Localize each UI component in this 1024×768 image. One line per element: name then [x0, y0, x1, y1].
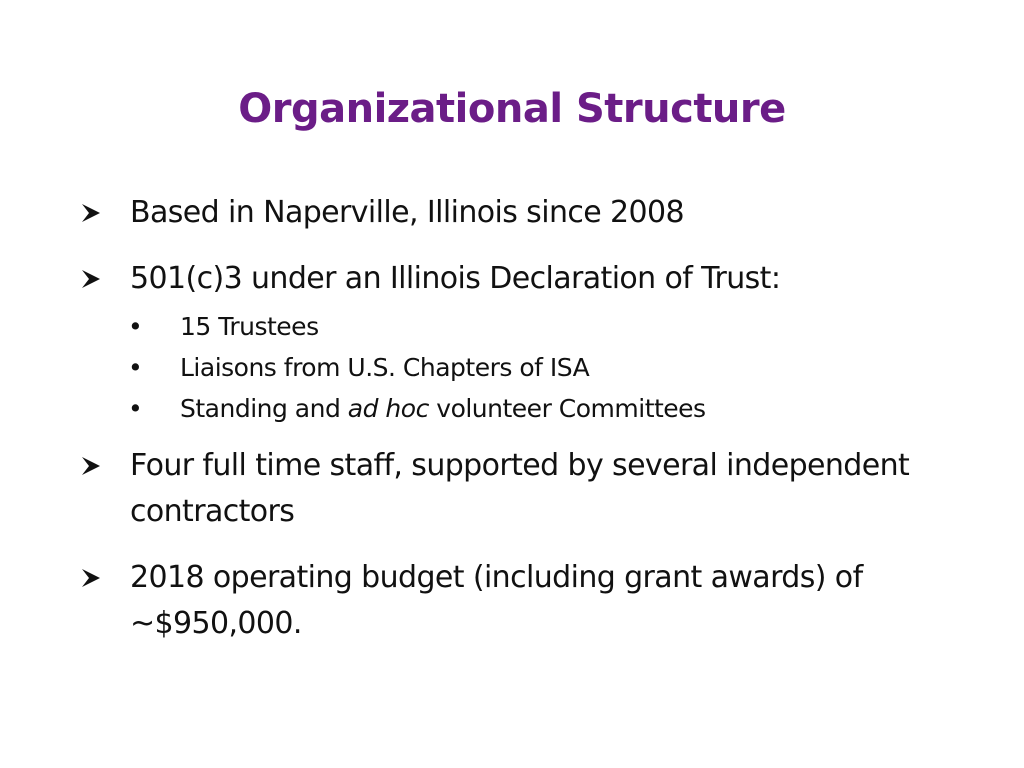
arrowhead-icon — [80, 555, 130, 601]
bullet-item-text: Based in Naperville, Illinois since 2008 — [130, 195, 684, 230]
bullet-item-text: 2018 operating budget (including grant awards) of ~$950,000. — [130, 560, 863, 641]
arrowhead-icon — [80, 443, 130, 489]
arrowhead-icon — [80, 190, 130, 236]
sub-bullet-item — [128, 347, 980, 388]
bullet-item-text: 501(c)3 under an Illinois Declaration of Trust: — [130, 261, 781, 296]
bullet-dot: • — [128, 353, 143, 382]
sub-bullet-item — [128, 388, 980, 429]
bullet-dot: • — [128, 394, 143, 423]
bullet-dot: • — [128, 312, 143, 341]
bullet-item-text: Four full time staff, supported by several independent contractors — [130, 448, 910, 529]
bullet-item-legal-status — [80, 256, 980, 302]
slide-content — [80, 190, 980, 647]
sub-bullet-text — [180, 388, 706, 429]
sub-bullet-list — [128, 306, 980, 429]
sub-bullet-item — [128, 306, 980, 347]
arrowhead-icon — [80, 256, 130, 302]
sub-bullet-text-after: volunteer Committees — [428, 394, 706, 423]
bullet-item-location — [80, 190, 980, 236]
bullet-item-budget — [80, 555, 980, 647]
sub-bullet-text: Liaisons from U.S. Chapters of ISA — [180, 353, 590, 382]
slide-title: Organizational Structure — [238, 86, 786, 132]
sub-bullet-text-italic: ad hoc — [347, 394, 429, 423]
bullet-item-staff — [80, 443, 980, 535]
sub-bullet-text-before: Standing and — [180, 394, 348, 423]
sub-bullet-text: 15 Trustees — [180, 312, 319, 341]
